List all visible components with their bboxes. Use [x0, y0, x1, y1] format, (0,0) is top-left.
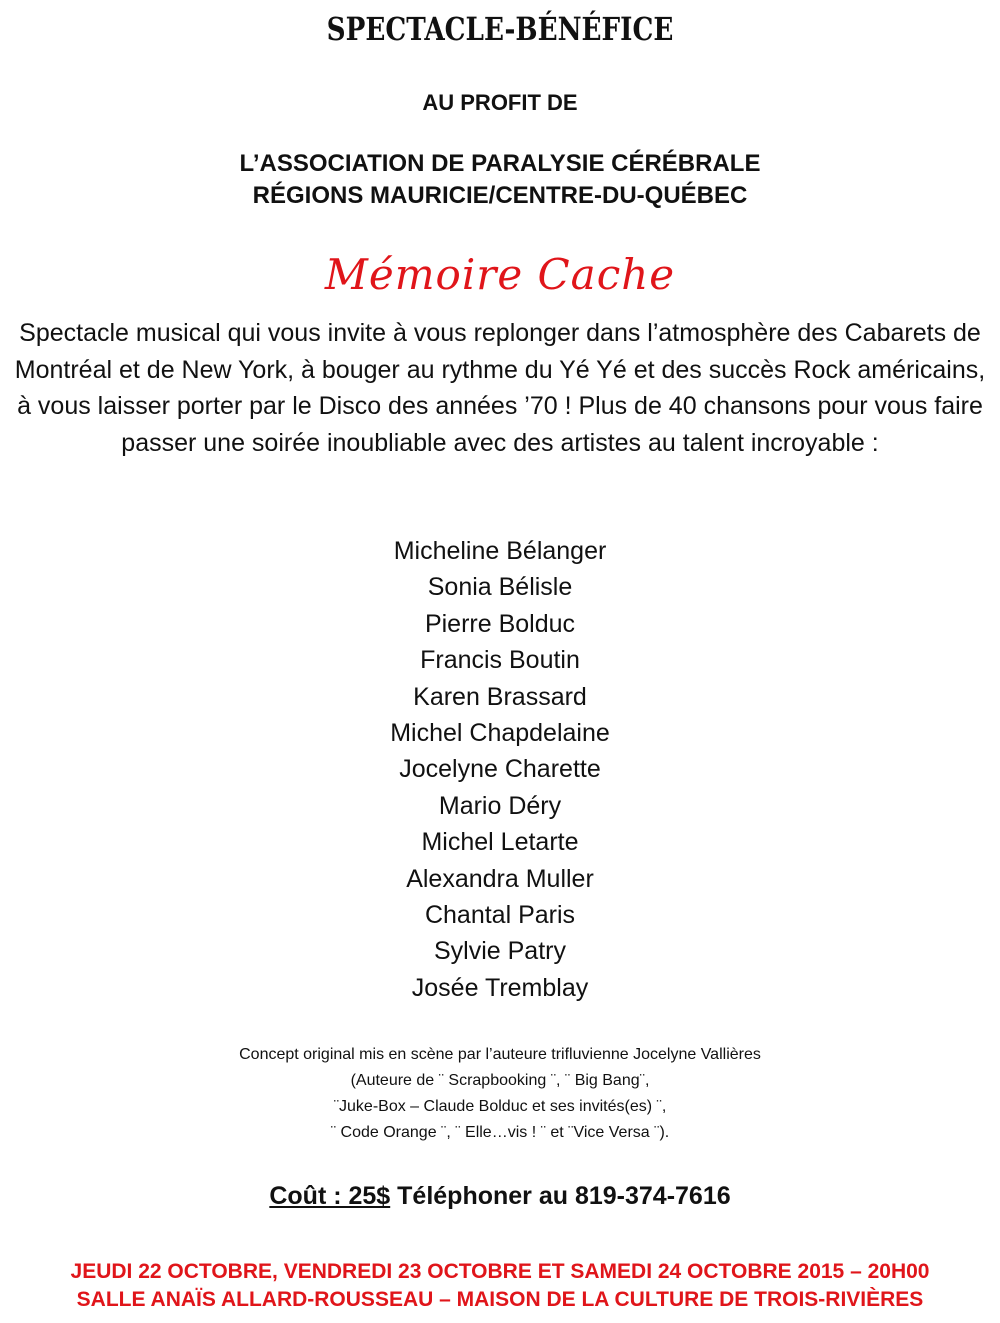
- artist-item: Michel Letarte: [421, 828, 579, 857]
- phone-text: Téléphoner au 819-374-7616: [390, 1182, 731, 1210]
- artist-item: Sylvie Patry: [434, 937, 566, 966]
- artist-item: Michel Chapdelaine: [390, 718, 610, 747]
- artist-item: Sonia Bélisle: [427, 573, 573, 602]
- event-subtitle: AU PROFIT DE: [422, 90, 578, 115]
- artist-item: Pierre Bolduc: [424, 609, 576, 638]
- association-line-2: RÉGIONS MAURICIE/CENTRE-DU-QUÉBEC: [252, 182, 748, 209]
- artist-item: Francis Boutin: [420, 646, 580, 675]
- artist-item: Jocelyne Charette: [399, 755, 601, 784]
- concept-credits: [0, 1042, 1000, 1146]
- artist-item: Chantal Paris: [424, 900, 576, 929]
- concept-line-4: ¨ Code Orange ¨, ¨ Elle…vis ! ¨ et ¨Vice Versa ¨).: [330, 1124, 670, 1141]
- event-dates: [0, 1258, 1000, 1286]
- association-name: [0, 148, 1000, 212]
- event-title: SPECTACLE-BÉNÉFICE: [326, 10, 674, 48]
- artist-item: Karen Brassard: [413, 682, 587, 711]
- artist-item: Micheline Bélanger: [393, 537, 607, 565]
- show-name: Mémoire Cache: [324, 250, 676, 299]
- artist-item: Mario Déry: [438, 791, 562, 820]
- concept-line-2: (Auteure de ¨ Scrapbooking ¨, ¨ Big Bang¨,: [350, 1072, 650, 1089]
- dates-text: 22 OCTOBRE, VENDREDI 23 OCTOBRE ET SAMEDI 24 OCTOBRE 2015 – 20H00: [132, 1260, 930, 1283]
- concept-line-3: ¨Juke-Box – Claude Bolduc et ses invités(es) ¨,: [333, 1098, 667, 1115]
- concept-line-1: Concept original mis en scène par l’auteure trifluvienne Jocelyne Vallières: [239, 1046, 761, 1063]
- event-venue: SALLE ANAÏS ALLARD-ROUSSEAU – MAISON DE LA CULTURE DE TROIS-RIVIÈRES: [76, 1288, 924, 1311]
- association-line-1: L’ASSOCIATION DE PARALYSIE CÉRÉBRALE: [239, 150, 761, 177]
- event-schedule: [0, 1258, 1000, 1314]
- artist-list: [0, 533, 1000, 1006]
- show-description: Spectacle musical qui vous invite à vous replonger dans l’atmosphère des Cabarets de Montréal et de New York, à bouger au rythme du Yé Yé et des succès Rock américains, à vous laisser porter par le Disco des années ’70 ! Plus de 40 chansons pour vous faire passer une soirée inoubliable avec des artistes au talent incroyable :: [14, 319, 986, 457]
- cost-label: Coût : 25$: [269, 1182, 391, 1210]
- artist-item: Josée Tremblay: [411, 973, 589, 1002]
- ticket-info: [0, 1182, 1000, 1211]
- artist-item: Alexandra Muller: [406, 864, 594, 893]
- first-day: JEUDI: [70, 1260, 133, 1283]
